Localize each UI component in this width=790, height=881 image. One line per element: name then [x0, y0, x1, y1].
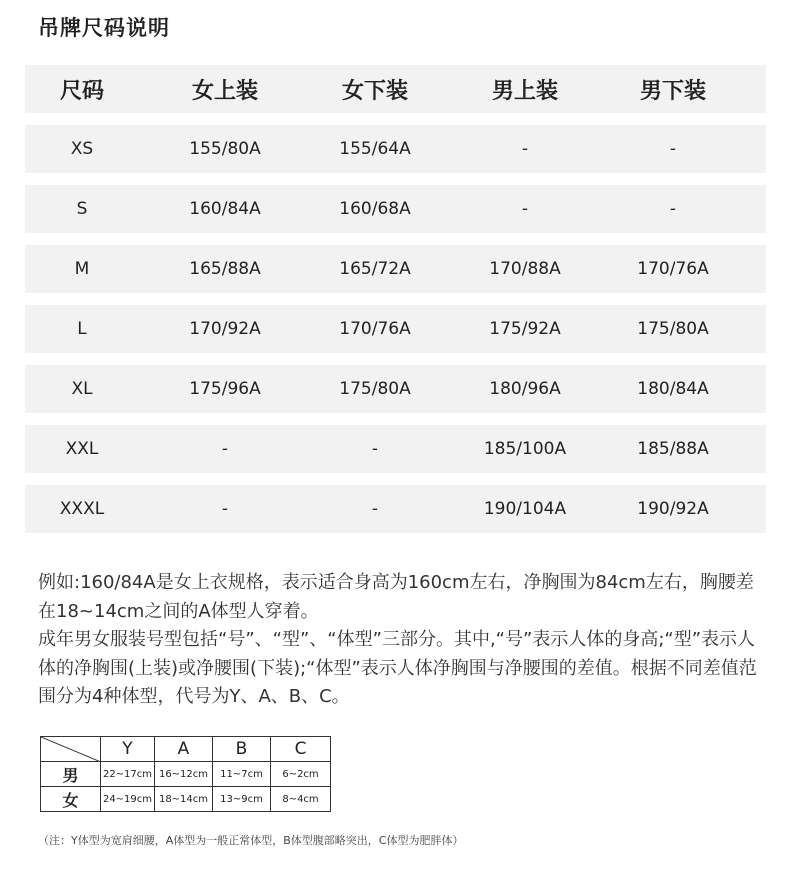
size-value-cell: -	[521, 199, 529, 219]
body-type-cell: 16~12cm	[155, 762, 213, 787]
size-value-cell: -	[221, 439, 229, 459]
size-table-row	[25, 125, 766, 173]
page-title: 吊牌尺码说明	[38, 16, 170, 40]
size-value-cell: 190/104A	[483, 499, 567, 519]
size-value-cell: 160/84A	[189, 199, 261, 219]
size-label-cell: XXXL	[59, 499, 105, 519]
size-value-cell: 190/92A	[637, 499, 709, 519]
size-value-cell: 185/88A	[637, 439, 709, 459]
body-type-row-female	[41, 787, 331, 812]
size-label-cell: XL	[71, 379, 93, 399]
size-value-cell: 170/88A	[489, 259, 561, 279]
size-label-cell: XXL	[65, 439, 99, 459]
body-type-header-c: C	[271, 737, 331, 762]
size-table-row	[25, 425, 766, 473]
size-value-cell: -	[371, 439, 379, 459]
size-table-header-row	[25, 65, 766, 113]
size-value-cell: -	[521, 139, 529, 159]
size-value-cell: 155/64A	[339, 139, 411, 159]
size-table-row	[25, 485, 766, 533]
size-table-header-cell: 女下装	[341, 78, 408, 104]
size-value-cell: 185/100A	[483, 439, 567, 459]
body-type-header-a: A	[155, 737, 213, 762]
body-type-row-male	[41, 762, 331, 787]
size-table-row	[25, 365, 766, 413]
size-value-cell: 180/96A	[489, 379, 561, 399]
size-label-cell: XS	[70, 139, 94, 159]
size-table-row	[25, 245, 766, 293]
explanation-text	[38, 569, 763, 712]
size-table-header-cell: 尺码	[59, 78, 104, 104]
size-value-cell: 155/80A	[189, 139, 261, 159]
size-value-cell: 180/84A	[637, 379, 709, 399]
size-value-cell: -	[669, 139, 677, 159]
body-type-header-y: Y	[101, 737, 155, 762]
body-type-table	[40, 736, 331, 812]
body-type-cell: 24~19cm	[101, 787, 155, 812]
body-type-cell: 11~7cm	[213, 762, 271, 787]
body-type-cell: 22~17cm	[101, 762, 155, 787]
body-type-cell: 6~2cm	[271, 762, 331, 787]
body-type-cell: 13~9cm	[213, 787, 271, 812]
size-table-header-cell: 男下装	[639, 78, 706, 104]
size-value-cell: 175/80A	[637, 319, 709, 339]
size-value-cell: -	[371, 499, 379, 519]
explanation-example: 例如:160/84A是女上衣规格，表示适合身高为160cm左右，净胸围为84cm左右，胸腰差在18~14cm之间的A体型人穿着。	[38, 572, 754, 622]
size-value-cell: -	[221, 499, 229, 519]
body-type-header-row	[41, 737, 331, 762]
size-table-header-cell: 男上装	[491, 78, 558, 104]
footnote: （注：Y体型为宽肩细腰，A体型为一般正常体型，B体型腹部略突出，C体型为肥胖体）	[38, 834, 464, 847]
size-value-cell: 165/88A	[189, 259, 261, 279]
size-value-cell: 170/92A	[189, 319, 261, 339]
body-type-row-label: 男	[41, 762, 101, 787]
body-type-row-label: 女	[41, 787, 101, 812]
size-table-header-cell: 女上装	[191, 78, 258, 104]
size-value-cell: 170/76A	[637, 259, 709, 279]
size-value-cell: 175/80A	[339, 379, 411, 399]
size-value-cell: 175/92A	[489, 319, 561, 339]
explanation-definition: 成年男女服装号型包括“号”、“型”、“体型”三部分。其中,“号”表示人体的身高;“型”表示人体的净胸围(上装)或净腰围(下装);“体型”表示人体净胸围与净腰围的差值。根据不同差值范围分为4种体型，代号为Y、A、B、C。	[38, 629, 757, 707]
size-value-cell: 165/72A	[339, 259, 411, 279]
body-type-cell: 8~4cm	[271, 787, 331, 812]
diagonal-line-icon	[41, 737, 101, 762]
size-table-row	[25, 305, 766, 353]
diagonal-header-cell	[41, 737, 101, 762]
size-value-cell: 175/96A	[189, 379, 261, 399]
size-value-cell: 160/68A	[339, 199, 411, 219]
size-label-cell: L	[77, 319, 87, 339]
body-type-header-b: B	[213, 737, 271, 762]
size-value-cell: 170/76A	[339, 319, 411, 339]
size-label-cell: S	[76, 199, 88, 219]
size-table-row	[25, 185, 766, 233]
size-label-cell: M	[74, 259, 90, 279]
body-type-cell: 18~14cm	[155, 787, 213, 812]
size-value-cell: -	[669, 199, 677, 219]
